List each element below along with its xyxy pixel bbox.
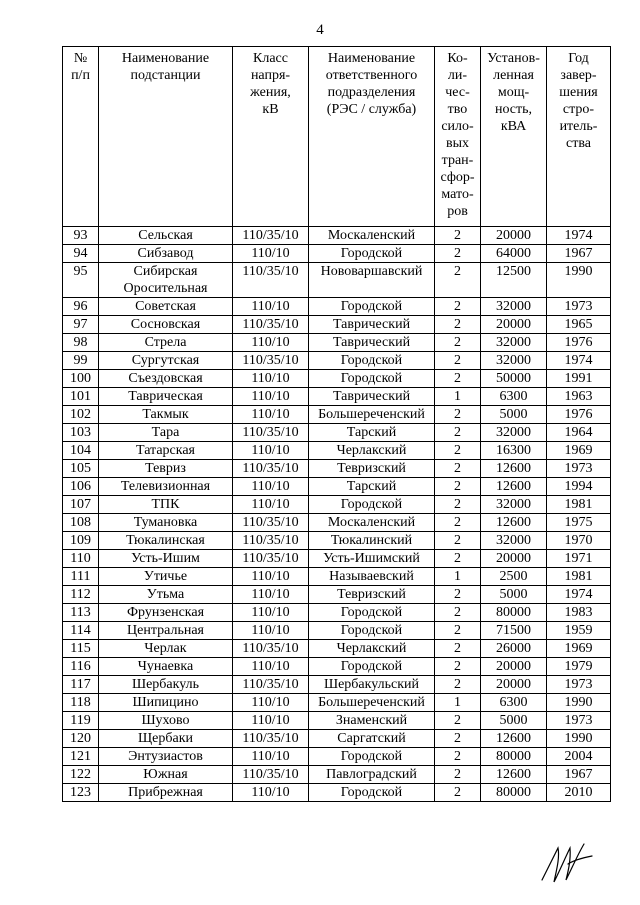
cell-installed-capacity: 5000 [481,406,547,424]
cell-responsible-unit: Городской [309,784,435,802]
cell-voltage-class: 110/10 [233,406,309,424]
cell-installed-capacity: 20000 [481,658,547,676]
substations-table [62,46,611,802]
cell-installed-capacity: 5000 [481,712,547,730]
cell-transformer-count: 1 [435,388,481,406]
cell-transformer-count: 2 [435,496,481,514]
table-row [63,334,611,352]
cell-installed-capacity: 12500 [481,263,547,298]
cell-transformer-count: 2 [435,712,481,730]
cell-transformer-count: 2 [435,334,481,352]
cell-responsible-unit: Городской [309,352,435,370]
cell-transformer-count: 2 [435,263,481,298]
cell-installed-capacity: 32000 [481,334,547,352]
cell-voltage-class: 110/10 [233,694,309,712]
table-row [63,694,611,712]
cell-transformer-count: 2 [435,478,481,496]
cell-completion-year: 1990 [547,694,611,712]
cell-installed-capacity: 12600 [481,730,547,748]
cell-responsible-unit: Москаленский [309,227,435,245]
cell-installed-capacity: 80000 [481,784,547,802]
cell-completion-year: 1983 [547,604,611,622]
cell-transformer-count: 2 [435,424,481,442]
cell-voltage-class: 110/10 [233,478,309,496]
cell-transformer-count: 2 [435,676,481,694]
table-row [63,388,611,406]
cell-substation-name: Чунаевка [99,658,233,676]
cell-substation-name: Южная [99,766,233,784]
table-row [63,748,611,766]
cell-substation-name: Энтузиастов [99,748,233,766]
cell-responsible-unit: Таврический [309,316,435,334]
cell-completion-year: 1979 [547,658,611,676]
cell-row-number: 95 [63,263,99,298]
cell-substation-name: Сельская [99,227,233,245]
cell-responsible-unit: Черлакский [309,640,435,658]
cell-completion-year: 1981 [547,568,611,586]
cell-responsible-unit: Тарский [309,424,435,442]
cell-responsible-unit: Городской [309,370,435,388]
header-responsible-unit: Наименование ответственного подразделения (РЭС / служба) [309,47,435,227]
header-number: № п/п [63,47,99,227]
header-substation-name: Наименование подстанции [99,47,233,227]
table-row [63,586,611,604]
cell-installed-capacity: 32000 [481,352,547,370]
cell-row-number: 115 [63,640,99,658]
cell-voltage-class: 110/10 [233,586,309,604]
table-row [63,712,611,730]
cell-installed-capacity: 20000 [481,227,547,245]
cell-voltage-class: 110/10 [233,784,309,802]
cell-voltage-class: 110/10 [233,245,309,263]
cell-installed-capacity: 20000 [481,550,547,568]
cell-row-number: 116 [63,658,99,676]
cell-completion-year: 1969 [547,640,611,658]
cell-substation-name: Утьма [99,586,233,604]
header-transformer-count: Ко- ли- чес- тво сило- вых тран- сфор- мато- ров [435,47,481,227]
cell-row-number: 105 [63,460,99,478]
cell-substation-name: Черлак [99,640,233,658]
header-installed-capacity: Установ- ленная мощ- ность, кВА [481,47,547,227]
cell-row-number: 104 [63,442,99,460]
cell-row-number: 96 [63,298,99,316]
table-row [63,622,611,640]
cell-row-number: 112 [63,586,99,604]
cell-substation-name: Шербакуль [99,676,233,694]
cell-responsible-unit: Городской [309,496,435,514]
cell-transformer-count: 2 [435,298,481,316]
cell-transformer-count: 2 [435,748,481,766]
cell-row-number: 117 [63,676,99,694]
cell-transformer-count: 2 [435,442,481,460]
cell-completion-year: 1967 [547,766,611,784]
cell-installed-capacity: 6300 [481,694,547,712]
cell-transformer-count: 2 [435,352,481,370]
table-row [63,784,611,802]
cell-responsible-unit: Городской [309,298,435,316]
cell-installed-capacity: 80000 [481,748,547,766]
cell-completion-year: 1991 [547,370,611,388]
cell-substation-name: Съездовская [99,370,233,388]
cell-installed-capacity: 50000 [481,370,547,388]
cell-row-number: 111 [63,568,99,586]
table-row [63,496,611,514]
cell-voltage-class: 110/35/10 [233,424,309,442]
cell-completion-year: 1974 [547,227,611,245]
cell-row-number: 94 [63,245,99,263]
cell-installed-capacity: 20000 [481,676,547,694]
cell-completion-year: 1973 [547,712,611,730]
cell-responsible-unit: Городской [309,748,435,766]
cell-transformer-count: 2 [435,622,481,640]
table-header-row [63,47,611,227]
cell-responsible-unit: Городской [309,622,435,640]
table-row [63,227,611,245]
cell-substation-name: Шухово [99,712,233,730]
cell-completion-year: 2004 [547,748,611,766]
signature [538,838,598,888]
cell-responsible-unit: Таврический [309,388,435,406]
cell-voltage-class: 110/10 [233,334,309,352]
cell-voltage-class: 110/10 [233,712,309,730]
table-row [63,442,611,460]
table-row [63,514,611,532]
cell-voltage-class: 110/35/10 [233,676,309,694]
cell-voltage-class: 110/10 [233,622,309,640]
cell-completion-year: 1970 [547,532,611,550]
cell-installed-capacity: 12600 [481,766,547,784]
cell-completion-year: 1973 [547,676,611,694]
cell-installed-capacity: 2500 [481,568,547,586]
cell-voltage-class: 110/10 [233,370,309,388]
cell-row-number: 119 [63,712,99,730]
table-row [63,532,611,550]
cell-responsible-unit: Усть-Ишимский [309,550,435,568]
cell-responsible-unit: Большереченский [309,694,435,712]
cell-responsible-unit: Городской [309,604,435,622]
cell-substation-name: Сибирская Оросительная [99,263,233,298]
cell-responsible-unit: Тевризский [309,460,435,478]
cell-voltage-class: 110/35/10 [233,640,309,658]
cell-substation-name: Сургутская [99,352,233,370]
cell-responsible-unit: Павлоградский [309,766,435,784]
cell-voltage-class: 110/10 [233,388,309,406]
header-voltage-class: Класс напря- жения, кВ [233,47,309,227]
cell-completion-year: 1963 [547,388,611,406]
cell-transformer-count: 2 [435,460,481,478]
cell-completion-year: 1975 [547,514,611,532]
cell-installed-capacity: 32000 [481,532,547,550]
cell-transformer-count: 2 [435,245,481,263]
cell-responsible-unit: Называевский [309,568,435,586]
cell-substation-name: Сибзавод [99,245,233,263]
cell-row-number: 107 [63,496,99,514]
table-row [63,568,611,586]
cell-row-number: 102 [63,406,99,424]
table-row [63,730,611,748]
cell-completion-year: 1959 [547,622,611,640]
table-row [63,604,611,622]
cell-voltage-class: 110/10 [233,604,309,622]
cell-transformer-count: 2 [435,766,481,784]
cell-voltage-class: 110/35/10 [233,766,309,784]
cell-voltage-class: 110/10 [233,298,309,316]
cell-row-number: 101 [63,388,99,406]
cell-voltage-class: 110/35/10 [233,227,309,245]
table-row [63,478,611,496]
cell-substation-name: Тевриз [99,460,233,478]
cell-completion-year: 1990 [547,730,611,748]
cell-row-number: 120 [63,730,99,748]
table-row [63,352,611,370]
cell-installed-capacity: 12600 [481,514,547,532]
cell-transformer-count: 2 [435,586,481,604]
cell-completion-year: 1974 [547,586,611,604]
cell-voltage-class: 110/35/10 [233,263,309,298]
cell-responsible-unit: Городской [309,245,435,263]
cell-installed-capacity: 80000 [481,604,547,622]
cell-completion-year: 1981 [547,496,611,514]
cell-row-number: 122 [63,766,99,784]
table-row [63,263,611,298]
cell-substation-name: Щербаки [99,730,233,748]
cell-row-number: 110 [63,550,99,568]
cell-completion-year: 1964 [547,424,611,442]
table-row [63,424,611,442]
cell-voltage-class: 110/35/10 [233,532,309,550]
cell-substation-name: Шипицино [99,694,233,712]
cell-installed-capacity: 32000 [481,496,547,514]
table-row [63,460,611,478]
cell-voltage-class: 110/10 [233,442,309,460]
cell-row-number: 106 [63,478,99,496]
cell-substation-name: Тюкалинская [99,532,233,550]
cell-substation-name: Тумановка [99,514,233,532]
cell-voltage-class: 110/10 [233,568,309,586]
page-number: 4 [316,22,324,38]
cell-responsible-unit: Москаленский [309,514,435,532]
table-row [63,658,611,676]
header-completion-year: Год завер- шения стро- итель- ства [547,47,611,227]
cell-responsible-unit: Тюкалинский [309,532,435,550]
cell-completion-year: 1976 [547,406,611,424]
cell-transformer-count: 2 [435,658,481,676]
cell-responsible-unit: Черлакский [309,442,435,460]
cell-installed-capacity: 5000 [481,586,547,604]
cell-row-number: 103 [63,424,99,442]
cell-row-number: 114 [63,622,99,640]
cell-row-number: 99 [63,352,99,370]
cell-installed-capacity: 16300 [481,442,547,460]
cell-responsible-unit: Городской [309,658,435,676]
cell-row-number: 98 [63,334,99,352]
cell-voltage-class: 110/35/10 [233,550,309,568]
cell-voltage-class: 110/35/10 [233,316,309,334]
table-row [63,676,611,694]
cell-completion-year: 2010 [547,784,611,802]
cell-substation-name: Центральная [99,622,233,640]
cell-voltage-class: 110/10 [233,658,309,676]
cell-installed-capacity: 6300 [481,388,547,406]
cell-installed-capacity: 71500 [481,622,547,640]
cell-installed-capacity: 12600 [481,460,547,478]
cell-substation-name: Стрела [99,334,233,352]
cell-voltage-class: 110/10 [233,496,309,514]
cell-responsible-unit: Тевризский [309,586,435,604]
cell-completion-year: 1973 [547,460,611,478]
cell-substation-name: Усть-Ишим [99,550,233,568]
cell-responsible-unit: Знаменский [309,712,435,730]
cell-completion-year: 1974 [547,352,611,370]
cell-transformer-count: 1 [435,694,481,712]
cell-transformer-count: 2 [435,316,481,334]
cell-substation-name: Фрунзенская [99,604,233,622]
cell-substation-name: ТПК [99,496,233,514]
cell-installed-capacity: 32000 [481,424,547,442]
cell-row-number: 108 [63,514,99,532]
cell-completion-year: 1994 [547,478,611,496]
cell-installed-capacity: 26000 [481,640,547,658]
cell-row-number: 113 [63,604,99,622]
cell-responsible-unit: Большереченский [309,406,435,424]
cell-voltage-class: 110/10 [233,748,309,766]
cell-installed-capacity: 32000 [481,298,547,316]
cell-substation-name: Такмык [99,406,233,424]
cell-transformer-count: 2 [435,640,481,658]
table-row [63,370,611,388]
cell-transformer-count: 2 [435,532,481,550]
cell-responsible-unit: Таврический [309,334,435,352]
cell-substation-name: Татарская [99,442,233,460]
table-row [63,245,611,263]
cell-transformer-count: 2 [435,514,481,532]
cell-completion-year: 1965 [547,316,611,334]
cell-responsible-unit: Тарский [309,478,435,496]
cell-substation-name: Телевизионная [99,478,233,496]
cell-transformer-count: 2 [435,406,481,424]
cell-transformer-count: 2 [435,730,481,748]
cell-installed-capacity: 64000 [481,245,547,263]
cell-completion-year: 1969 [547,442,611,460]
cell-row-number: 123 [63,784,99,802]
table-body [63,227,611,802]
table-row [63,298,611,316]
cell-responsible-unit: Нововаршавский [309,263,435,298]
table-row [63,406,611,424]
table-row [63,550,611,568]
cell-installed-capacity: 12600 [481,478,547,496]
cell-voltage-class: 110/35/10 [233,352,309,370]
cell-voltage-class: 110/35/10 [233,730,309,748]
cell-row-number: 118 [63,694,99,712]
cell-substation-name: Таврическая [99,388,233,406]
table-row [63,316,611,334]
cell-substation-name: Тара [99,424,233,442]
cell-transformer-count: 2 [435,370,481,388]
cell-voltage-class: 110/35/10 [233,460,309,478]
cell-transformer-count: 1 [435,568,481,586]
cell-voltage-class: 110/35/10 [233,514,309,532]
cell-row-number: 97 [63,316,99,334]
cell-responsible-unit: Саргатский [309,730,435,748]
cell-row-number: 93 [63,227,99,245]
cell-transformer-count: 2 [435,550,481,568]
cell-completion-year: 1973 [547,298,611,316]
cell-substation-name: Прибрежная [99,784,233,802]
cell-completion-year: 1967 [547,245,611,263]
cell-row-number: 121 [63,748,99,766]
cell-substation-name: Утичье [99,568,233,586]
cell-substation-name: Сосновская [99,316,233,334]
cell-row-number: 100 [63,370,99,388]
cell-transformer-count: 2 [435,227,481,245]
cell-transformer-count: 2 [435,604,481,622]
cell-substation-name: Советская [99,298,233,316]
table-row [63,766,611,784]
cell-row-number: 109 [63,532,99,550]
table-row [63,640,611,658]
cell-installed-capacity: 20000 [481,316,547,334]
cell-transformer-count: 2 [435,784,481,802]
cell-completion-year: 1990 [547,263,611,298]
cell-completion-year: 1971 [547,550,611,568]
cell-responsible-unit: Шербакульский [309,676,435,694]
cell-completion-year: 1976 [547,334,611,352]
